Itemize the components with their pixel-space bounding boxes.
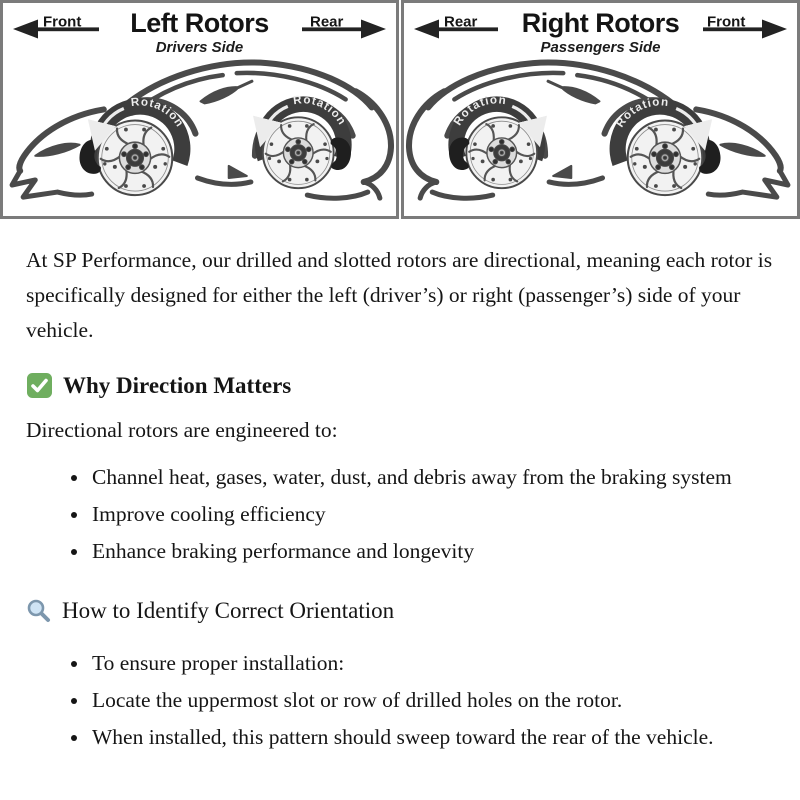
front-left-arrow [11, 14, 103, 40]
list-item: • Enhance braking performance and longevity [90, 534, 774, 568]
why-direction-matters-heading [26, 372, 774, 399]
left-rotors-panel [0, 0, 399, 219]
list-item: • Improve cooling efficiency [90, 497, 774, 531]
section-title: Why Direction Matters [63, 372, 292, 398]
list-item: • Channel heat, gases, water, dust, and debris away from the braking system [90, 460, 774, 494]
rotor-direction-diagram [0, 0, 800, 219]
magnifier-icon [26, 598, 52, 624]
right-panel-header [404, 3, 797, 55]
section-title: How to Identify Correct Orientation [62, 598, 395, 623]
left-car-illustration [3, 51, 396, 208]
arrow-left-icon [13, 20, 38, 39]
list-item: • Locate the uppermost slot or row of drilled holes on the rotor. [90, 683, 774, 717]
article-body [0, 219, 800, 754]
why-bullet-list [26, 460, 774, 568]
right-car-illustration [404, 51, 797, 208]
rear-right-arrow [296, 14, 388, 40]
front-label: Front [43, 14, 82, 31]
panel-subtitle: Passengers Side [540, 39, 661, 56]
right-rotors-panel [401, 0, 800, 219]
rotation-label: Rotation [451, 94, 508, 128]
rear-label: Rear [444, 14, 478, 31]
front-label: Front [707, 14, 746, 31]
panel-title: Left Rotors [130, 8, 269, 38]
panel-title: Right Rotors [521, 8, 680, 38]
rotation-label: Rotation [130, 96, 186, 130]
arrow-right-icon [361, 20, 386, 39]
list-item: • To ensure proper installation: [90, 646, 774, 680]
rear-left-arrow [412, 14, 504, 40]
check-icon [26, 372, 53, 399]
arrow-left-icon [414, 20, 439, 39]
rotation-label: Rotation [614, 96, 670, 130]
rear-label: Rear [310, 14, 344, 31]
why-lead: Directional rotors are engineered to: [26, 418, 338, 442]
how-bullet-list [26, 646, 774, 754]
front-right-arrow [697, 14, 789, 40]
how-to-identify-heading [26, 598, 774, 624]
rotation-label: Rotation [292, 94, 349, 128]
arrow-right-icon [762, 20, 787, 39]
list-item: • When installed, this pattern should sweep toward the rear of the vehicle. [90, 720, 774, 754]
left-panel-header [3, 3, 396, 55]
panel-subtitle: Drivers Side [155, 39, 244, 56]
intro-paragraph: At SP Performance, our drilled and slotted rotors are directional, meaning each rotor is specifically designed for either the left (driver’s) or right (passenger’s) side of your vehicle. [26, 248, 773, 342]
